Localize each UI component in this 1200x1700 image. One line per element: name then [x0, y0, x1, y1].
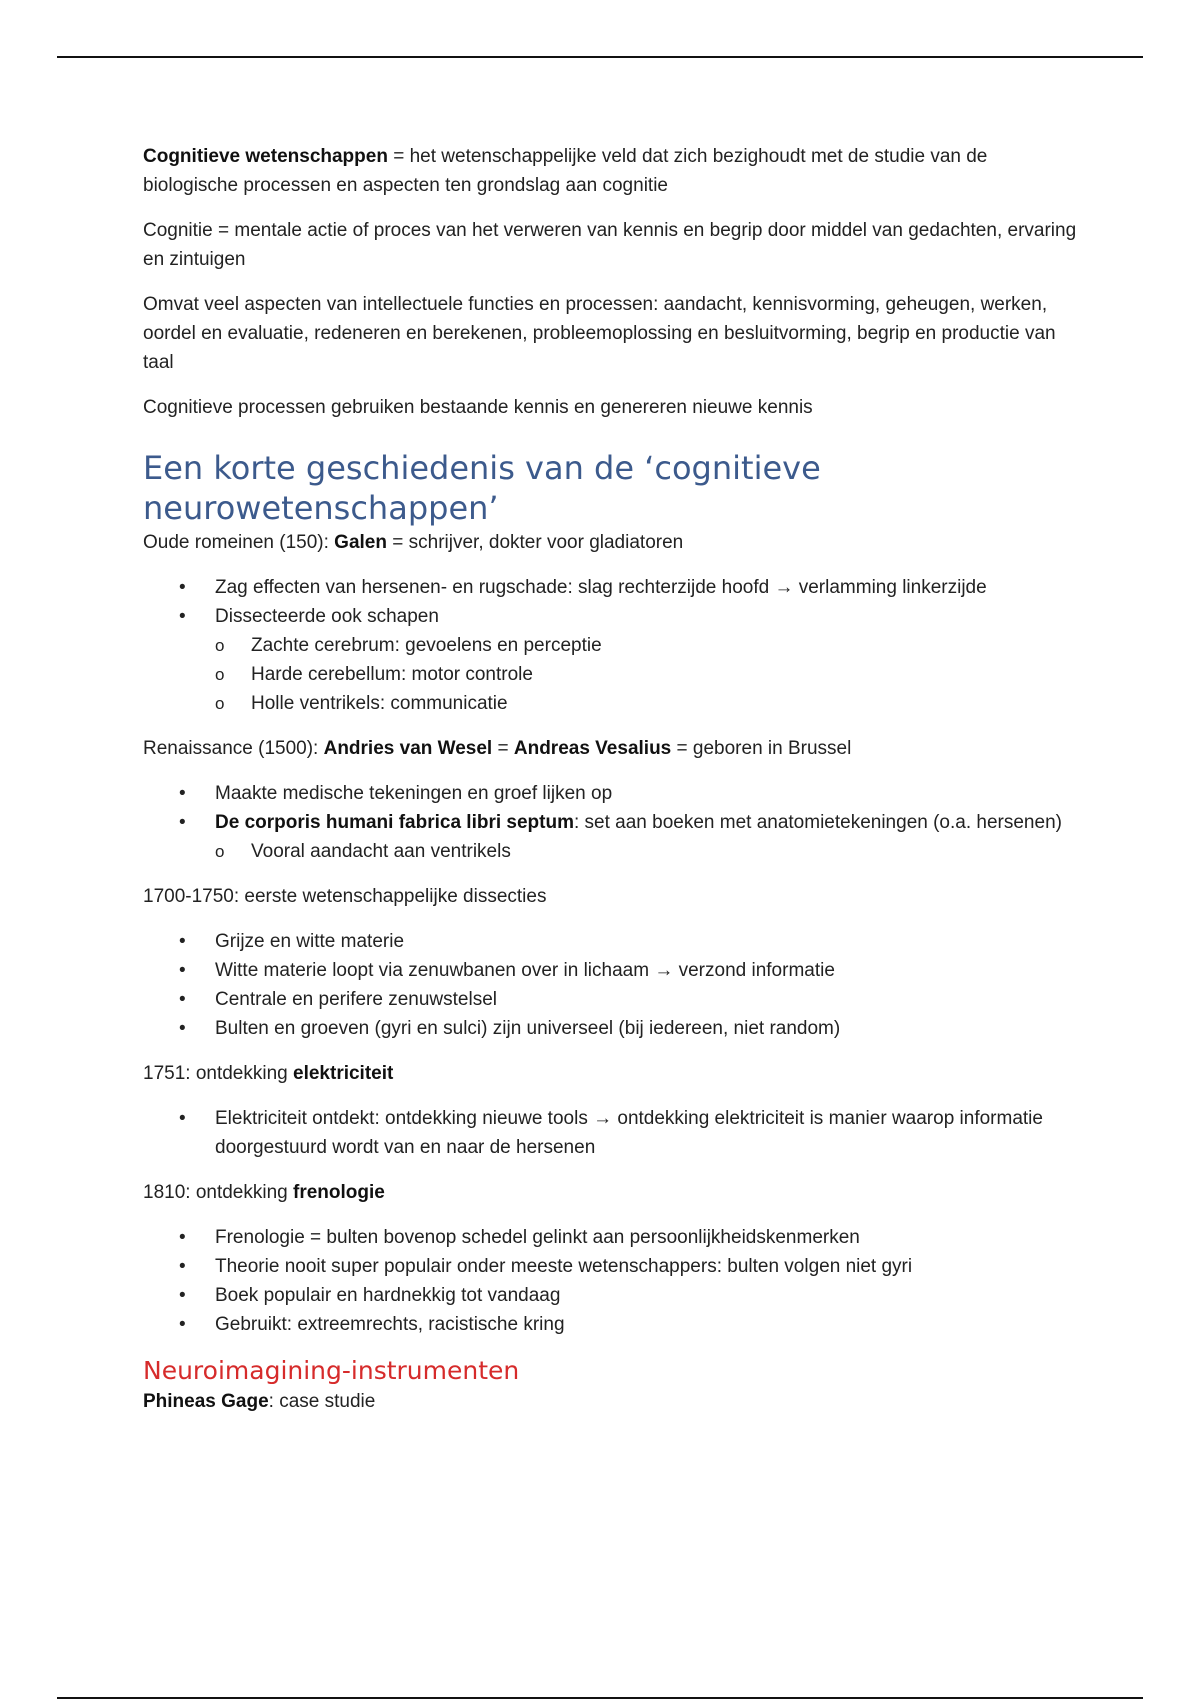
sub-list-item: o Zachte cerebrum: gevoelens en perceptie	[143, 631, 1083, 660]
bullet-icon: •	[179, 783, 186, 804]
dissecties-intro: 1700-1750: eerste wetenschappelijke dissecties	[143, 886, 547, 907]
list-item: • Elektriciteit ontdekt: ontdekking nieuwe tools → ontdekking elektriciteit is manier waarop informatie doorgestuurd wordt van en naar de hersenen	[143, 1104, 1083, 1162]
dissecties-list	[143, 927, 1083, 1043]
renaissance-intro: Renaissance (1500): Andries van Wesel = Andreas Vesalius = geboren in Brussel	[143, 738, 852, 759]
list-item: • Witte materie loopt via zenuwbanen over in lichaam → verzond informatie	[143, 956, 1083, 985]
circle-bullet-icon: o	[215, 842, 225, 861]
definition-cognitieve-wetenschappen	[143, 142, 1083, 200]
definition-cognitie: Cognitie = mentale actie of proces van het verweren van kennis en begrip door middel van gedachten, ervaring en zintuigen	[143, 220, 1077, 270]
bullet-icon: •	[179, 1227, 186, 1248]
header-rule	[57, 56, 1143, 58]
term-bold: Cognitieve wetenschappen	[143, 146, 388, 167]
elektriciteit-list	[143, 1104, 1083, 1162]
frenologie-list	[143, 1223, 1083, 1339]
bullet-icon: •	[179, 1018, 186, 1039]
bullet-icon: •	[179, 1285, 186, 1306]
list-item: • Boek populair en hardnekkig tot vandaag	[143, 1281, 1083, 1310]
bullet-icon: •	[179, 606, 186, 627]
sub-list-item: o Holle ventrikels: communicatie	[143, 689, 1083, 718]
romeinen-list	[143, 573, 1083, 718]
sub-list-item: o Vooral aandacht aan ventrikels	[143, 837, 1083, 866]
frenologie-intro: 1810: ontdekking frenologie	[143, 1182, 385, 1203]
list-item: • Centrale en perifere zenuwstelsel	[143, 985, 1083, 1014]
list-item: • Dissecteerde ook schapen	[143, 602, 1083, 631]
footer-rule	[57, 1697, 1143, 1699]
sub-list-item: o Harde cerebellum: motor controle	[143, 660, 1083, 689]
list-item: • Grijze en witte materie	[143, 927, 1083, 956]
bullet-icon: •	[179, 960, 186, 981]
circle-bullet-icon: o	[215, 694, 225, 713]
list-item: • De corporis humani fabrica libri septum: set aan boeken met anatomietekeningen (o.a. hersenen)	[143, 808, 1083, 837]
romeinen-intro: Oude romeinen (150): Galen = schrijver, dokter voor gladiatoren	[143, 532, 684, 553]
elektriciteit-intro: 1751: ontdekking elektriciteit	[143, 1063, 394, 1084]
definition-text: = het wetenschappelijke veld dat zich bezighoudt met de studie van de biologische processen en aspecten ten grondslag aan cognitie	[143, 146, 988, 196]
bullet-icon: •	[179, 989, 186, 1010]
list-item: • Maakte medische tekeningen en groef lijken op	[143, 779, 1083, 808]
bullet-icon: •	[179, 1256, 186, 1277]
heading-neuroimaging: Neuroimagining-instrumenten	[143, 1356, 520, 1385]
document-body	[143, 142, 1083, 1416]
bullet-icon: •	[179, 931, 186, 952]
bullet-icon: •	[179, 577, 186, 598]
heading-history: Een korte geschiedenis van de ‘cognitieve neurowetenschappen’	[143, 449, 821, 527]
gage-paragraph: Phineas Gage: case studie	[143, 1391, 376, 1412]
galen-bold: Galen	[334, 532, 387, 553]
list-item: • Bulten en groeven (gyri en sulci) zijn universeel (bij iedereen, niet random)	[143, 1014, 1083, 1043]
bullet-icon: •	[179, 1108, 186, 1129]
circle-bullet-icon: o	[215, 636, 225, 655]
list-item: • Gebruikt: extreemrechts, racistische kring	[143, 1310, 1083, 1339]
list-item: • Zag effecten van hersenen- en rugschade: slag rechterzijde hoofd → verlamming linkerzijde	[143, 573, 1083, 602]
processes-paragraph: Cognitieve processen gebruiken bestaande kennis en genereren nieuwe kennis	[143, 397, 813, 418]
renaissance-list	[143, 779, 1083, 866]
list-item: • Theorie nooit super populair onder meeste wetenschappers: bulten volgen niet gyri	[143, 1252, 1083, 1281]
circle-bullet-icon: o	[215, 665, 225, 684]
bullet-icon: •	[179, 1314, 186, 1335]
list-item: • Frenologie = bulten bovenop schedel gelinkt aan persoonlijkheidskenmerken	[143, 1223, 1083, 1252]
aspects-paragraph: Omvat veel aspecten van intellectuele functies en processen: aandacht, kennisvorming, geheugen, werken, oordel en evaluatie, redeneren en berekenen, probleemoplossing en besluitvorming, begrip en productie van taal	[143, 294, 1056, 373]
bullet-icon: •	[179, 812, 186, 833]
